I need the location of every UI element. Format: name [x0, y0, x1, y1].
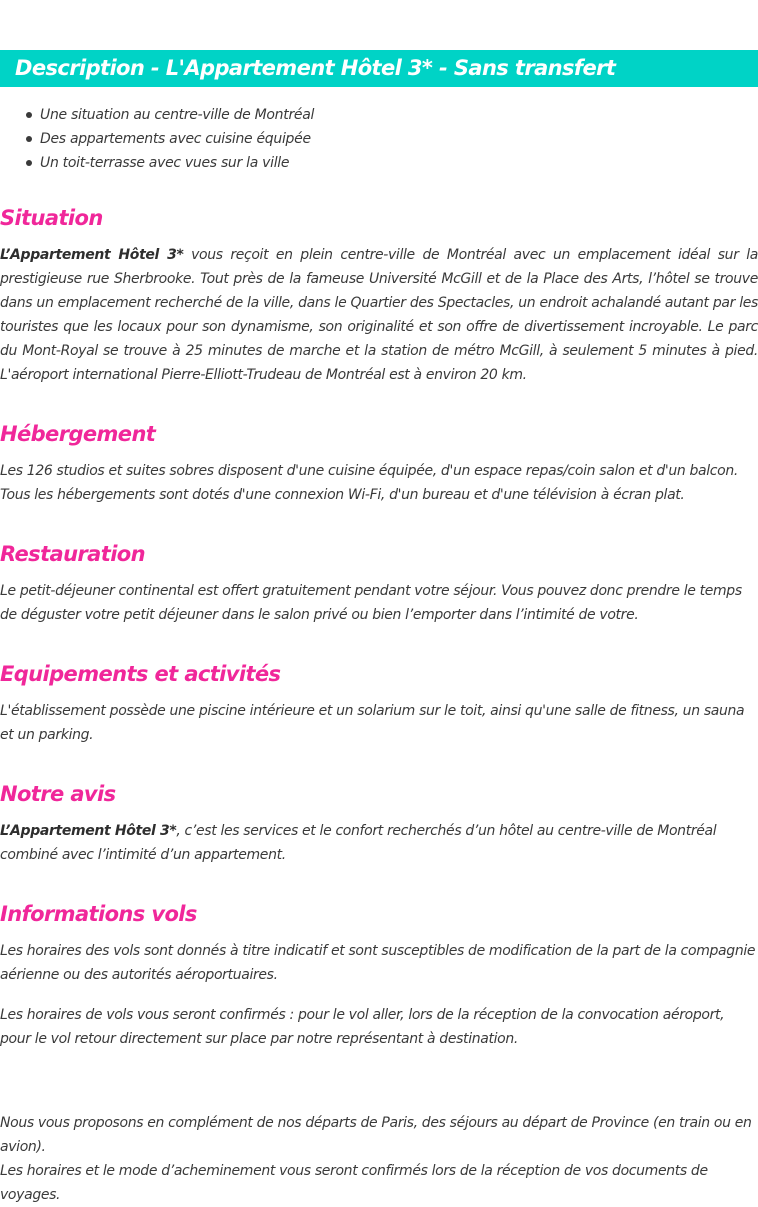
- note-line-1: Nous vous proposons en complément de nos départs de Paris, des séjours au départ de Province (en train ou en avion).: [0, 1115, 752, 1155]
- section-vols: [0, 899, 758, 1051]
- highlight-item: Une situation au centre-ville de Montréal: [0, 103, 314, 127]
- note-line-2: Les horaires et le mode d’acheminement vous seront confirmés lors de la réception de vos documents de voyages.: [0, 1163, 708, 1203]
- section-restauration: [0, 539, 758, 627]
- section-heading-avis: Notre avis: [0, 782, 116, 806]
- section-heading-equipements: Equipements et activités: [0, 662, 281, 686]
- section-equipements: [0, 659, 758, 747]
- section-hebergement: [0, 419, 758, 507]
- avis-text: , c’est les services et le confort recherchés d’un hôtel au centre-ville de Montréal combiné avec l’intimité d’un appartement.: [0, 823, 717, 863]
- hotel-name: L’Appartement Hôtel 3*: [0, 823, 177, 839]
- situation-paragraph: [0, 243, 758, 387]
- highlights-list: [0, 103, 314, 175]
- avis-paragraph: [0, 819, 758, 867]
- vols-text-1: Les horaires des vols sont donnés à titre indicatif et sont susceptibles de modification de la part de la compagnie aérienne ou des autorités aéroportuaires.: [0, 943, 756, 983]
- restauration-text: Le petit-déjeuner continental est offert gratuitement pendant votre séjour. Vous pouvez donc prendre le temps de déguster votre petit déjeuner dans le salon privé ou bien l’emporter dans l’intimité de votre.: [0, 583, 742, 623]
- equipements-text: L'établissement possède une piscine intérieure et un solarium sur le toit, ainsi qu'une salle de fitness, un sauna et un parking.: [0, 703, 745, 743]
- hotel-name: L’Appartement Hôtel 3*: [0, 247, 184, 263]
- section-heading-hebergement: Hébergement: [0, 422, 156, 446]
- section-situation: [0, 203, 758, 387]
- section-heading-vols: Informations vols: [0, 902, 197, 926]
- hebergement-text: Les 126 studios et suites sobres disposent d'une cuisine équipée, d'un espace repas/coin salon et d'un balcon. Tous les hébergements sont dotés d'une connexion Wi-Fi, d'un bureau et d'une télévision à écran plat.: [0, 463, 738, 503]
- page-title: Description - L'Appartement Hôtel 3* - Sans transfert: [15, 56, 616, 80]
- vols-text-2: Les horaires de vols vous seront confirmés : pour le vol aller, lors de la réception de la convocation aéroport, pour le vol retour directement sur place par notre représentant à destination.: [0, 1007, 725, 1047]
- description-banner: [0, 50, 758, 87]
- section-heading-situation: Situation: [0, 206, 103, 230]
- section-heading-restauration: Restauration: [0, 542, 145, 566]
- highlight-item: Un toit-terrasse avec vues sur la ville: [0, 151, 314, 175]
- province-departures-note: [0, 1111, 758, 1207]
- highlight-item: Des appartements avec cuisine équipée: [0, 127, 314, 151]
- section-avis: [0, 779, 758, 867]
- situation-text: vous reçoit en plein centre-ville de Montréal avec un emplacement idéal sur la prestigieuse rue Sherbrooke. Tout près de la fameuse Université McGill et de la Place des Arts, l’hôtel se trouve dans un emplacement recherché de la ville, dans le Quartier des Spectacles, un endroit achalandé autant par les touristes que les locaux pour son dynamisme, son originalité et son offre de divertissement incroyable. Le parc du Mont-Royal se trouve à 25 minutes de marche et la station de métro McGill, à seulement 5 minutes à pied. L'aéroport international Pierre-Elliott-Trudeau de Montréal est à environ 20 km.: [0, 247, 758, 383]
